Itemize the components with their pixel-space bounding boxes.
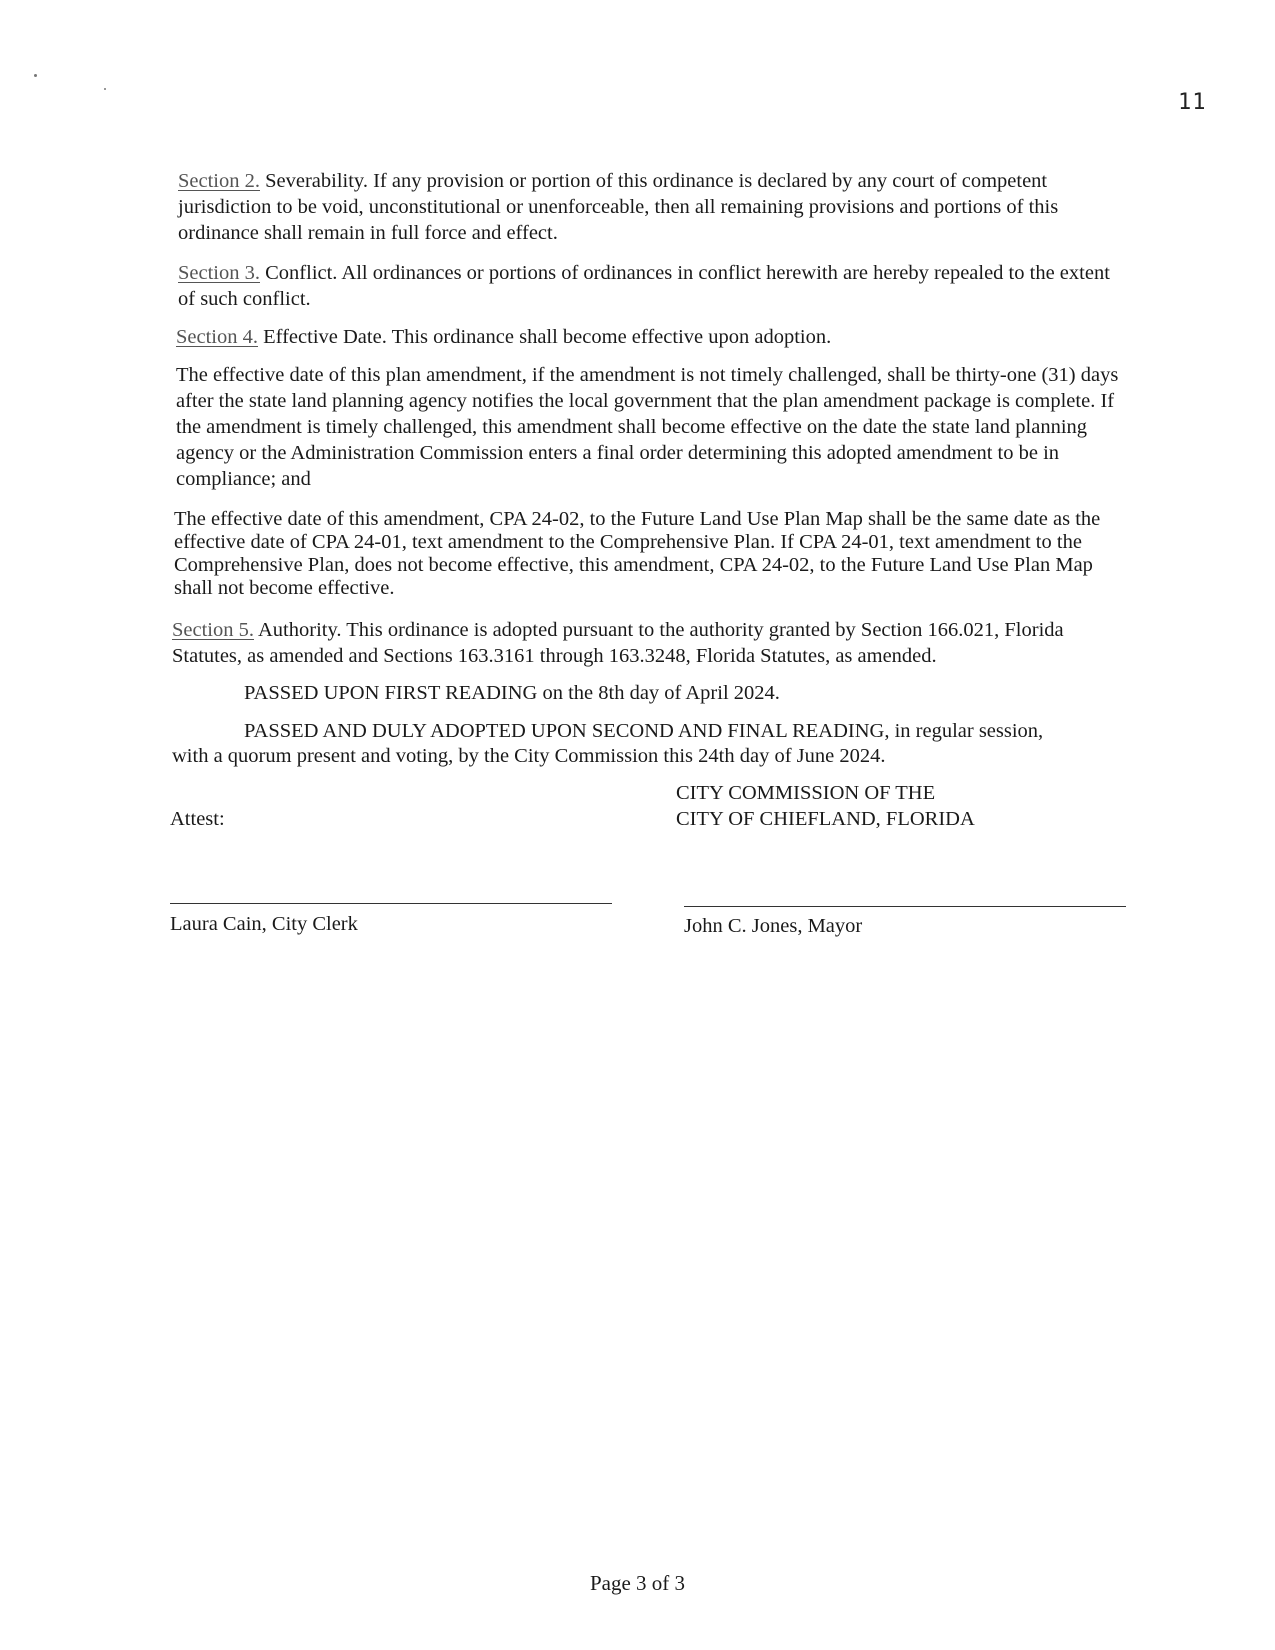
section-4-text: Effective Date. This ordinance shall become effective upon adoption. [258, 326, 832, 348]
effective-date-paragraph-1: The effective date of this plan amendment, if the amendment is not timely challenged, shall be thirty-one (31) days after the state land planning agency notifies the local government that the plan amendment package is complete. If the amendment is timely challenged, this amendment shall become effective on the date the state land planning agency or the Administration Commission enters a final order determining this adopted amendment to be in compliance; and [176, 364, 1119, 490]
effective-date-paragraph-2: The effective date of this amendment, CPA 24-02, to the Future Land Use Plan Map shall be the same date as the effective date of CPA 24-01, text amendment to the Comprehensive Plan. If CPA 24-01, text amendment to the Comprehensive Plan, does not become effective, this amendment, CPA 24-02, to the Future Land Use Plan Map shall not become effective. [174, 508, 1101, 599]
commission-line-2: CITY OF CHIEFLAND, FLORIDA [676, 808, 975, 830]
clerk-signature-name: Laura Cain, City Clerk [170, 913, 358, 935]
section-5-authority [172, 617, 1122, 669]
section-3-conflict [178, 260, 1120, 312]
clerk-signature-line [170, 903, 612, 904]
section-4-effective-date [176, 324, 1120, 350]
scan-speck [34, 74, 37, 77]
mayor-signature-line [684, 906, 1126, 907]
page-footer: Page 3 of 3 [589, 1571, 686, 1595]
first-reading-statement: PASSED UPON FIRST READING on the 8th day of April 2024. [244, 682, 780, 704]
page-number-top: 11 [1178, 90, 1207, 115]
section-5-label: Section 5. [172, 619, 254, 641]
section-5-text: Authority. This ordinance is adopted pursuant to the authority granted by Section 166.021, Florida Statutes, as amended and Sections 163.3161 through 163.3248, Florida Statutes, as amended. [172, 619, 1064, 667]
scan-speck [104, 88, 106, 90]
section-2-text: Severability. If any provision or portion of this ordinance is declared by any court of competent jurisdiction to be void, unconstitutional or unenforceable, then all remaining provisions and portions of this ordinance shall remain in full force and effect. [178, 170, 1059, 244]
section-2-label: Section 2. [178, 170, 260, 192]
section-4-label: Section 4. [176, 326, 258, 348]
attest-label: Attest: [170, 808, 225, 830]
section-3-label: Section 3. [178, 262, 260, 284]
section-3-text: Conflict. All ordinances or portions of ordinances in conflict herewith are hereby repealed to the extent of such conflict. [178, 262, 1110, 310]
mayor-signature-name: John C. Jones, Mayor [684, 915, 863, 937]
second-reading-line-1: PASSED AND DULY ADOPTED UPON SECOND AND FINAL READING, in regular session, [244, 720, 1044, 742]
second-reading-line-2: with a quorum present and voting, by the City Commission this 24th day of June 2024. [172, 745, 886, 767]
section-2-severability [178, 168, 1120, 246]
commission-line-1: CITY COMMISSION OF THE [676, 782, 936, 804]
